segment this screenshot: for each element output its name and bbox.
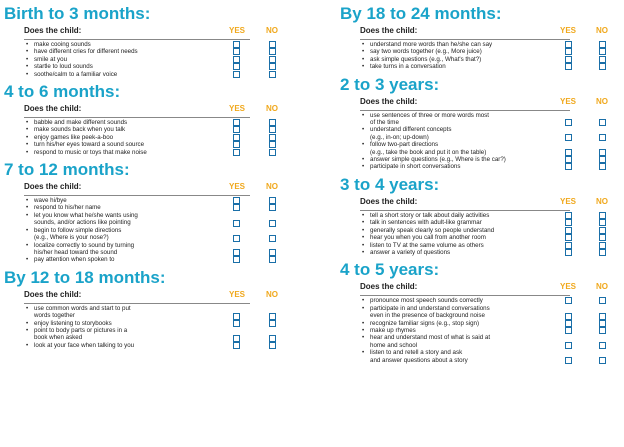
bullet-icon: • — [26, 119, 29, 127]
yes-checkbox[interactable] — [233, 56, 240, 63]
no-checkbox[interactable] — [599, 212, 606, 219]
section-birth-to-3-months — [4, 4, 304, 78]
bullet-icon: • — [362, 241, 365, 249]
item-text: make sounds back when you talk — [34, 126, 126, 134]
question-label: Does the child: — [360, 26, 418, 35]
checklist-item — [340, 156, 622, 163]
no-checkbox[interactable] — [599, 149, 606, 156]
yes-checkbox[interactable] — [233, 71, 240, 78]
item-text: respond to music or toys that make noise — [34, 148, 147, 156]
yes-column-label: YES — [560, 96, 577, 106]
yes-checkbox[interactable] — [565, 63, 572, 70]
no-checkbox[interactable] — [599, 156, 606, 163]
bullet-icon: • — [362, 226, 365, 234]
item-text: participate in and understand conversations even in the presence of background noise — [370, 304, 490, 320]
question-label: Does the child: — [24, 104, 82, 114]
no-checkbox[interactable] — [269, 256, 276, 263]
yes-checkbox[interactable] — [233, 204, 240, 211]
checklist-item — [340, 249, 622, 256]
checklist-item — [4, 342, 304, 349]
item-text: hear and understand most of what is said at home and school — [370, 334, 491, 349]
divider — [360, 39, 570, 40]
bullet-icon: • — [362, 248, 365, 256]
no-checkbox[interactable] — [269, 119, 276, 126]
no-checkbox[interactable] — [599, 313, 606, 320]
bullet-icon: • — [362, 141, 365, 149]
item-text: have different cries for different needs — [34, 48, 138, 56]
yes-checkbox[interactable] — [565, 41, 572, 48]
yes-checkbox[interactable] — [565, 320, 572, 327]
yes-checkbox[interactable] — [233, 63, 240, 70]
no-checkbox[interactable] — [269, 149, 276, 156]
item-text: localize correctly to sound by turning his/her head toward the sound — [34, 241, 135, 256]
section-by-18-to-24-months — [340, 4, 622, 71]
yes-checkbox[interactable] — [233, 320, 240, 327]
no-column-label: NO — [266, 289, 278, 299]
checklist-item — [340, 327, 622, 334]
item-text: make up rhymes — [370, 326, 416, 334]
yes-checkbox[interactable] — [565, 297, 572, 304]
item-text: startle to loud sounds — [34, 63, 93, 71]
no-checkbox[interactable] — [269, 126, 276, 133]
section-4-to-6-months — [4, 82, 304, 156]
yes-checkbox[interactable] — [565, 149, 572, 156]
checklist-item — [4, 204, 304, 211]
checklist-item — [4, 327, 304, 342]
checklist-item — [340, 349, 622, 364]
section-heading: By 12 to 18 months: — [4, 267, 166, 287]
item-text: use sentences of three or more words most of the time — [370, 111, 489, 127]
no-checkbox[interactable] — [269, 48, 276, 55]
checklist-item — [4, 212, 304, 227]
no-checkbox[interactable] — [269, 134, 276, 141]
no-checkbox[interactable] — [269, 220, 276, 227]
checklist-item — [340, 163, 622, 170]
yes-column-label: YES — [229, 182, 246, 192]
checklist-item — [4, 320, 304, 327]
item-text: look at your face when talking to you — [34, 341, 135, 349]
no-column-label: NO — [266, 26, 278, 35]
item-text: say two words together (e.g., More juice) — [370, 48, 482, 56]
bullet-icon: • — [26, 141, 29, 149]
item-text: enjoy games like peek-a-boo — [34, 133, 114, 141]
bullet-icon: • — [362, 304, 365, 312]
no-column-label: NO — [266, 104, 278, 114]
subheading-row — [340, 197, 622, 209]
yes-checkbox[interactable] — [565, 227, 572, 234]
checklist-item — [4, 63, 304, 70]
item-text: smile at you — [34, 55, 68, 63]
no-checkbox[interactable] — [269, 320, 276, 327]
checklist-item — [4, 256, 304, 263]
checklist-item — [340, 305, 622, 320]
checklist-item — [4, 305, 304, 320]
checklist-item — [340, 219, 622, 226]
bullet-icon: • — [26, 63, 29, 71]
item-text: respond to his/her name — [34, 204, 101, 212]
item-text: point to body parts or pictures in a book when asked — [34, 326, 128, 342]
section-heading: 4 to 5 years: — [340, 260, 440, 280]
item-text: ask simple questions (e.g., What's that?) — [370, 55, 482, 63]
no-checkbox[interactable] — [599, 297, 606, 304]
no-checkbox[interactable] — [599, 234, 606, 241]
bullet-icon: • — [362, 63, 365, 71]
divider — [360, 210, 570, 211]
right-column — [340, 4, 622, 368]
yes-checkbox[interactable] — [233, 41, 240, 48]
yes-column-label: YES — [229, 289, 246, 299]
yes-checkbox[interactable] — [565, 327, 572, 334]
item-text: follow two-part directions (e.g., take the book and put it on the table) — [370, 141, 487, 156]
yes-checkbox[interactable] — [565, 234, 572, 241]
item-text: tell a short story or talk about daily activities — [370, 211, 490, 219]
yes-checkbox[interactable] — [233, 313, 240, 320]
bullet-icon: • — [26, 133, 29, 141]
section-heading: 4 to 6 months: — [4, 82, 121, 102]
subheading-row — [340, 26, 622, 38]
bullet-icon: • — [26, 197, 29, 205]
item-text: listen to and retell a story and ask and answer questions about a story — [370, 349, 468, 364]
question-label: Does the child: — [360, 282, 418, 292]
item-text: begin to follow simple directions (e.g., Where is your nose?) — [34, 226, 122, 242]
no-checkbox[interactable] — [269, 342, 276, 349]
section-4-to-5-years — [340, 260, 622, 364]
checklist-item — [340, 126, 622, 141]
yes-checkbox[interactable] — [233, 141, 240, 148]
item-text: hear you when you call from another room — [370, 234, 486, 242]
item-text: recognize familiar signs (e.g., stop sign) — [370, 319, 480, 327]
item-text: pronounce most speech sounds correctly — [370, 297, 483, 305]
item-text: take turns in a conversation — [370, 63, 446, 71]
no-checkbox[interactable] — [599, 48, 606, 55]
no-column-label: NO — [596, 96, 608, 106]
question-label: Does the child: — [24, 289, 82, 299]
yes-checkbox[interactable] — [565, 119, 572, 126]
no-column-label: NO — [596, 26, 608, 35]
yes-checkbox[interactable] — [233, 256, 240, 263]
question-label: Does the child: — [360, 96, 418, 106]
bullet-icon: • — [362, 163, 365, 171]
item-text: babble and make different sounds — [34, 119, 128, 127]
yes-column-label: YES — [229, 104, 246, 114]
checklist-item — [4, 227, 304, 242]
no-checkbox[interactable] — [599, 242, 606, 249]
no-checkbox[interactable] — [269, 313, 276, 320]
divider — [360, 295, 570, 296]
yes-checkbox[interactable] — [233, 197, 240, 204]
bullet-icon: • — [26, 55, 29, 63]
subheading-row — [340, 97, 622, 109]
checklist-item — [340, 141, 622, 156]
subheading-row — [340, 282, 622, 294]
no-checkbox[interactable] — [599, 163, 606, 170]
yes-checkbox[interactable] — [565, 313, 572, 320]
subheading-row — [4, 290, 304, 302]
checklist-item — [4, 56, 304, 63]
divider — [360, 110, 570, 111]
no-column-label: NO — [596, 282, 608, 292]
checklist-item — [4, 134, 304, 141]
yes-checkbox[interactable] — [233, 342, 240, 349]
section-heading: 7 to 12 months: — [4, 160, 130, 180]
no-checkbox[interactable] — [599, 219, 606, 226]
bullet-icon: • — [362, 126, 365, 134]
bullet-icon: • — [26, 241, 29, 249]
checklist-item — [4, 126, 304, 133]
item-text: use common words and start to put words together — [34, 304, 131, 320]
no-column-label: NO — [596, 196, 608, 206]
no-checkbox[interactable] — [599, 320, 606, 327]
yes-checkbox[interactable] — [233, 335, 240, 342]
bullet-icon: • — [26, 256, 29, 264]
yes-checkbox[interactable] — [233, 134, 240, 141]
no-checkbox[interactable] — [269, 197, 276, 204]
no-checkbox[interactable] — [269, 71, 276, 78]
no-checkbox[interactable] — [269, 249, 276, 256]
yes-checkbox[interactable] — [233, 220, 240, 227]
no-checkbox[interactable] — [269, 235, 276, 242]
section-heading: By 18 to 24 months: — [340, 4, 502, 23]
checklist-item — [340, 212, 622, 219]
bullet-icon: • — [362, 297, 365, 305]
yes-checkbox[interactable] — [233, 119, 240, 126]
section-heading: 3 to 4 years: — [340, 174, 440, 194]
checklist-item — [4, 141, 304, 148]
subheading-row — [4, 104, 304, 116]
no-checkbox[interactable] — [599, 227, 606, 234]
item-text: understand different concepts (e.g., in-on; up-down) — [370, 126, 452, 141]
bullet-icon: • — [362, 326, 365, 334]
yes-checkbox[interactable] — [565, 163, 572, 170]
question-label: Does the child: — [24, 26, 82, 35]
yes-checkbox[interactable] — [233, 48, 240, 55]
bullet-icon: • — [26, 70, 29, 78]
left-column — [4, 4, 304, 353]
no-checkbox[interactable] — [269, 63, 276, 70]
no-checkbox[interactable] — [599, 342, 606, 349]
item-text: answer a variety of questions — [370, 248, 451, 256]
checklist-item — [4, 41, 304, 48]
checklist-item — [340, 56, 622, 63]
bullet-icon: • — [26, 204, 29, 212]
checklist-item — [4, 71, 304, 78]
bullet-icon: • — [26, 126, 29, 134]
yes-column-label: YES — [229, 26, 246, 35]
checklist-item — [4, 119, 304, 126]
checklist-item — [340, 63, 622, 70]
item-text: listen to TV at the same volume as others — [370, 241, 484, 249]
yes-checkbox[interactable] — [565, 242, 572, 249]
divider — [24, 39, 250, 40]
bullet-icon: • — [26, 48, 29, 56]
bullet-icon: • — [362, 111, 365, 119]
yes-checkbox[interactable] — [565, 134, 572, 141]
no-checkbox[interactable] — [269, 204, 276, 211]
bullet-icon: • — [26, 211, 29, 219]
item-text: turn his/her eyes toward a sound source — [34, 141, 145, 149]
checklist-item — [4, 48, 304, 55]
yes-checkbox[interactable] — [565, 357, 572, 364]
checklist-item — [340, 48, 622, 55]
bullet-icon: • — [362, 219, 365, 227]
yes-column-label: YES — [560, 196, 577, 206]
subheading-row — [4, 26, 304, 38]
yes-checkbox[interactable] — [233, 149, 240, 156]
yes-column-label: YES — [560, 282, 577, 292]
bullet-icon: • — [362, 234, 365, 242]
checklist-item — [340, 41, 622, 48]
no-checkbox[interactable] — [599, 357, 606, 364]
item-text: make cooing sounds — [34, 41, 91, 48]
bullet-icon: • — [26, 304, 29, 312]
item-text: enjoy listening to storybooks — [34, 319, 112, 327]
no-checkbox[interactable] — [599, 119, 606, 126]
no-checkbox[interactable] — [599, 249, 606, 256]
section-heading: Birth to 3 months: — [4, 4, 151, 23]
checklist-item — [340, 234, 622, 241]
yes-checkbox[interactable] — [565, 156, 572, 163]
divider — [24, 117, 250, 118]
divider — [24, 195, 250, 196]
yes-column-label: YES — [560, 26, 577, 35]
bullet-icon: • — [26, 326, 29, 334]
yes-checkbox[interactable] — [565, 342, 572, 349]
no-checkbox[interactable] — [599, 56, 606, 63]
checklist-item — [340, 320, 622, 327]
bullet-icon: • — [362, 319, 365, 327]
yes-checkbox[interactable] — [565, 56, 572, 63]
no-checkbox[interactable] — [269, 141, 276, 148]
yes-checkbox[interactable] — [233, 249, 240, 256]
bullet-icon: • — [26, 319, 29, 327]
item-text: soothe/calm to a familiar voice — [34, 70, 118, 78]
item-text: pay attention when spoken to — [34, 256, 115, 264]
no-checkbox[interactable] — [599, 134, 606, 141]
yes-checkbox[interactable] — [565, 249, 572, 256]
item-text: answer simple questions (e.g., Where is the car?) — [370, 156, 506, 164]
section-3-to-4-years — [340, 175, 622, 256]
section-by-12-to-18-months — [4, 268, 304, 349]
question-label: Does the child: — [360, 196, 418, 206]
item-text: talk in sentences with adult-like grammar — [370, 219, 482, 227]
no-checkbox[interactable] — [599, 327, 606, 334]
yes-checkbox[interactable] — [565, 212, 572, 219]
section-7-to-12-months — [4, 160, 304, 264]
checklist-item — [340, 334, 622, 349]
yes-checkbox[interactable] — [565, 219, 572, 226]
subheading-row — [4, 182, 304, 194]
yes-checkbox[interactable] — [565, 48, 572, 55]
bullet-icon: • — [26, 41, 29, 48]
bullet-icon: • — [26, 148, 29, 156]
section-2-to-3-years — [340, 75, 622, 171]
question-label: Does the child: — [24, 182, 82, 192]
item-text: understand more words than he/she can say — [370, 41, 493, 48]
yes-checkbox[interactable] — [233, 126, 240, 133]
no-column-label: NO — [266, 182, 278, 192]
checklist-item — [340, 112, 622, 127]
yes-checkbox[interactable] — [233, 235, 240, 242]
no-checkbox[interactable] — [599, 63, 606, 70]
no-checkbox[interactable] — [599, 41, 606, 48]
no-checkbox[interactable] — [269, 335, 276, 342]
checklist-item — [340, 242, 622, 249]
divider — [24, 303, 250, 304]
bullet-icon: • — [362, 334, 365, 342]
no-checkbox[interactable] — [269, 56, 276, 63]
checklist-item — [4, 149, 304, 156]
bullet-icon: • — [362, 211, 365, 219]
item-text: let you know what he/she wants using sounds, and/or actions like pointing — [34, 211, 138, 227]
bullet-icon: • — [362, 41, 365, 48]
bullet-icon: • — [362, 55, 365, 63]
bullet-icon: • — [26, 341, 29, 349]
item-text: wave hi/bye — [34, 197, 67, 205]
bullet-icon: • — [362, 349, 365, 357]
item-text: generally speak clearly so people understand — [370, 226, 495, 234]
checklist-item — [340, 227, 622, 234]
item-text: participate in short conversations — [370, 163, 461, 171]
bullet-icon: • — [362, 156, 365, 164]
bullet-icon: • — [362, 48, 365, 56]
section-heading: 2 to 3 years: — [340, 74, 440, 94]
checklist-item — [4, 197, 304, 204]
checklist-item — [340, 297, 622, 304]
no-checkbox[interactable] — [269, 41, 276, 48]
bullet-icon: • — [26, 226, 29, 234]
checklist-item — [4, 242, 304, 257]
